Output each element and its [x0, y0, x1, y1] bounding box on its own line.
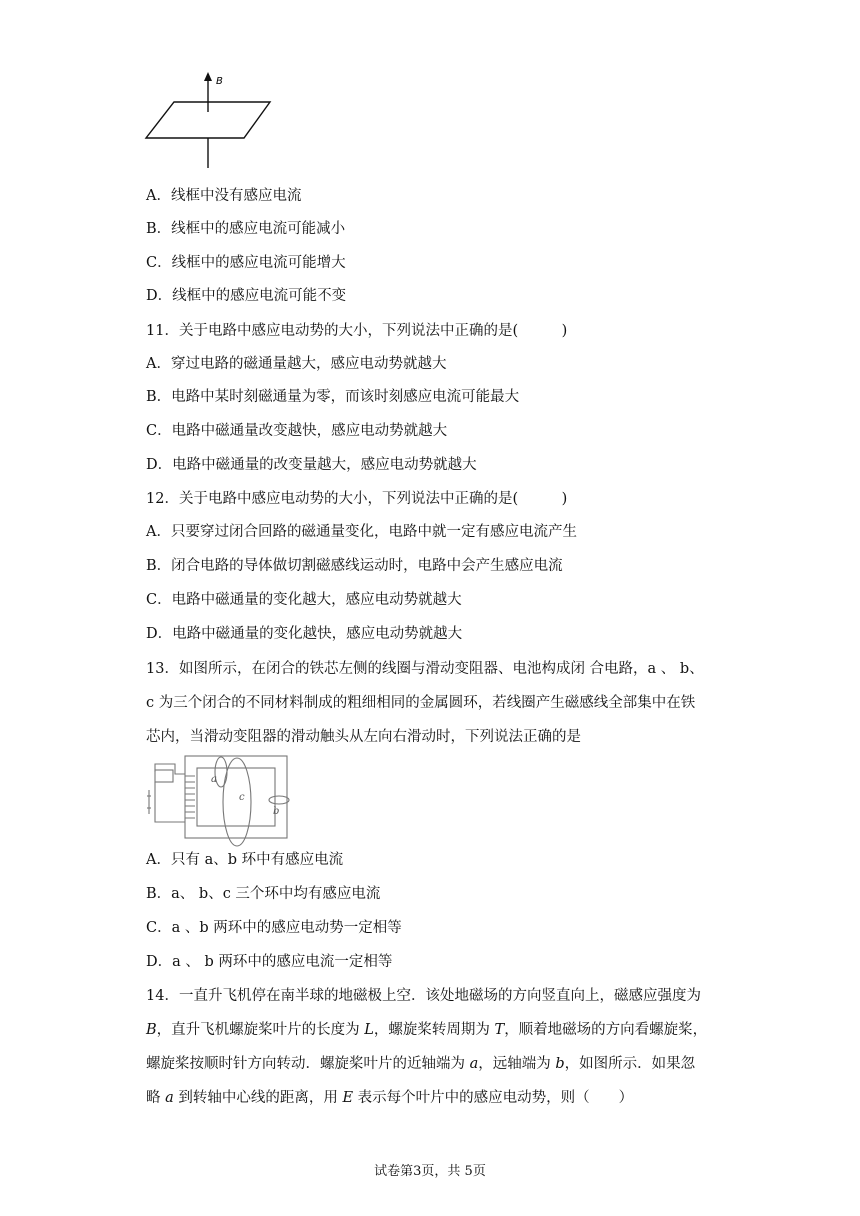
q13-stem-line-2: c 为三个闭合的不同材料制成的粗细相同的金属圆环，若线圈产生磁感线全部集中在铁 [146, 695, 696, 711]
q10-option-b: B．线框中的感应电流可能减小 [146, 221, 346, 237]
q11-option-b: B．电路中某时刻磁通量为零，而该时刻感应电流可能最大 [146, 389, 520, 405]
q11-option-d: D．电路中磁通量的改变量越大，感应电动势就越大 [146, 457, 477, 473]
q10-option-c: C．线框中的感应电流可能增大 [146, 255, 346, 271]
q10-option-d: D．线框中的感应电流可能不变 [146, 288, 347, 304]
q14-var-b: B [146, 1022, 157, 1038]
q12-option-a: A．只要穿过闭合回路的磁通量变化，电路中就一定有感应电流产生 [146, 524, 577, 540]
q13-option-a: A．只有 a、b 环中有感应电流 [146, 852, 344, 868]
q11-option-a: A．穿过电路的磁通量越大，感应电动势就越大 [146, 356, 447, 372]
q14-line-3: 螺旋桨按顺时针方向转动．螺旋桨叶片的近轴端为 a，远轴端为 b，如图所示．如果忽 [146, 1056, 696, 1072]
q11-stem: 11．关于电路中感应电动势的大小，下列说法中正确的是( ) [146, 323, 568, 339]
q14-var-t: T [494, 1022, 505, 1038]
q13-option-b: B．a、 b、c 三个环中均有感应电流 [146, 886, 381, 902]
q14-var-l: L [364, 1022, 374, 1038]
page-footer: 试卷第3页，共 5页 [374, 1164, 486, 1179]
q11-option-c: C．电路中磁通量改变越快，感应电动势就越大 [146, 423, 448, 439]
ring-label-a: a [211, 774, 217, 785]
q12-stem: 12．关于电路中感应电动势的大小，下列说法中正确的是( ) [146, 491, 568, 507]
field-label-b: B [216, 76, 223, 87]
q14-line-4: 略 a 到转轴中心线的距离，用 E 表示每个叶片中的感应电动势，则（ ） [146, 1090, 634, 1106]
q13-option-c: C．a 、b 两环中的感应电动势一定相等 [146, 920, 402, 936]
q14-line-1: 14．一直升飞机停在南半球的地磁极上空．该处地磁场的方向竖直向上，磁感应强度为 [146, 988, 701, 1004]
q12-option-c: C．电路中磁通量的变化越大，感应电动势就越大 [146, 592, 462, 608]
q14-line-2: B，直升飞机螺旋桨叶片的长度为 L，螺旋桨转周期为 T，顺着地磁场的方向看螺旋桨， [146, 1022, 708, 1038]
q13-stem-line-1: 13．如图所示，在闭合的铁芯左侧的线圈与滑动变阻器、电池构成闭 合电路，a 、 b、 [146, 661, 704, 677]
q12-option-d: D．电路中磁通量的变化越快，感应电动势就越大 [146, 626, 463, 642]
ring-label-b: b [273, 806, 280, 817]
q13-option-d: D．a 、 b 两环中的感应电流一定相等 [146, 954, 393, 970]
q10-option-a: A．线框中没有感应电流 [146, 188, 302, 204]
ring-label-c: c [239, 792, 245, 803]
magnetic-field-frame-figure [140, 68, 280, 178]
iron-core-circuit-figure [145, 752, 295, 847]
q13-stem-line-3: 芯内，当滑动变阻器的滑动触头从左向右滑动时，下列说法正确的是 [146, 729, 581, 745]
q12-option-b: B．闭合电路的导体做切割磁感线运动时，电路中会产生感应电流 [146, 558, 563, 574]
